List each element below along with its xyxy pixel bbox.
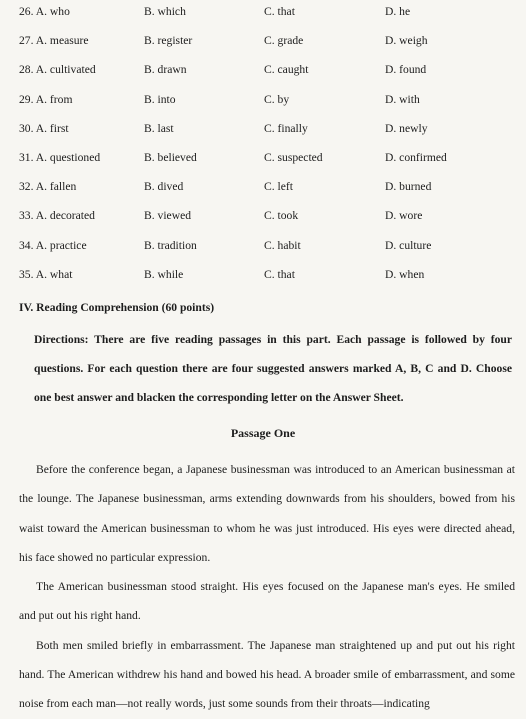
option-b: B. tradition <box>144 238 197 252</box>
option-d: D. burned <box>385 180 432 194</box>
option-a: 28. A. cultivated <box>19 63 96 77</box>
option-a: 33. A. decorated <box>19 209 95 223</box>
passage-paragraph: Before the conference began, a Japanese businessman was introduced to an American businessman at the lounge. The Japanese businessman, arms extending downwards from his shoulders, bowed from his waist toward the American businessman to whom he was just introduced. His eyes were directed ahead, his face showed no particular expression. <box>19 463 515 564</box>
option-row <box>19 149 519 178</box>
option-c: C. suspected <box>264 150 323 164</box>
passage-body <box>19 455 515 719</box>
answer-options <box>19 3 519 295</box>
option-a: 27. A. measure <box>19 34 89 48</box>
option-c: C. that <box>264 267 295 281</box>
option-b: B. believed <box>144 150 197 164</box>
option-a: 32. A. fallen <box>19 180 77 194</box>
option-d: D. newly <box>385 121 428 135</box>
option-row <box>19 32 519 61</box>
option-c: C. caught <box>264 63 309 77</box>
option-c: C. grade <box>264 34 304 48</box>
option-row <box>19 237 519 266</box>
option-b: B. into <box>144 92 176 106</box>
option-b: B. drawn <box>144 63 187 77</box>
passage-title: Passage One <box>230 426 296 440</box>
section-heading: IV. Reading Comprehension (60 points) <box>19 301 215 314</box>
option-row <box>19 120 519 149</box>
option-d: D. confirmed <box>385 150 447 164</box>
passage-paragraph: Both men smiled briefly in embarrassment. The Japanese man straightened up and put out his right hand. The American withdrew his hand and bowed his head. A broader smile of embarrassment, and some noise from each man—not really words, just some sounds from their throats—indicating <box>19 638 515 711</box>
option-b: B. dived <box>144 180 184 194</box>
option-c: C. habit <box>264 238 301 252</box>
option-d: D. found <box>385 63 427 77</box>
option-d: D. wore <box>385 209 423 223</box>
option-b: B. last <box>144 121 174 135</box>
option-b: B. while <box>144 267 184 281</box>
option-d: D. when <box>385 267 425 281</box>
option-a: 35. A. what <box>19 267 73 281</box>
option-c: C. took <box>264 209 299 223</box>
option-row <box>19 91 519 120</box>
option-c: C. finally <box>264 121 308 135</box>
option-d: D. weigh <box>385 34 428 48</box>
directions-text: Directions: There are five reading passages in this part. Each passage is followed by four questions. For each question there are four suggested answers marked A, B, C and D. Choose one best answer and blacken the corresponding letter on the Answer Sheet. <box>34 333 512 404</box>
option-c: C. that <box>264 5 295 18</box>
option-row <box>19 266 519 295</box>
option-a: 30. A. first <box>19 121 69 135</box>
option-a: 29. A. from <box>19 92 73 106</box>
option-a: 26. A. who <box>19 5 70 18</box>
option-c: C. left <box>264 180 293 194</box>
option-d: D. with <box>385 92 420 106</box>
option-row <box>19 178 519 207</box>
option-row <box>19 207 519 236</box>
option-d: D. culture <box>385 238 432 252</box>
passage-paragraph: The American businessman stood straight. His eyes focused on the Japanese man's eyes. He smiled and put out his right hand. <box>19 580 515 623</box>
option-c: C. by <box>264 92 290 106</box>
option-d: D. he <box>385 5 411 18</box>
option-row <box>19 61 519 90</box>
option-b: B. viewed <box>144 209 192 223</box>
option-a: 31. A. questioned <box>19 150 101 164</box>
option-b: B. which <box>144 5 186 18</box>
option-b: B. register <box>144 34 193 48</box>
option-row <box>19 3 519 32</box>
option-a: 34. A. practice <box>19 238 87 252</box>
